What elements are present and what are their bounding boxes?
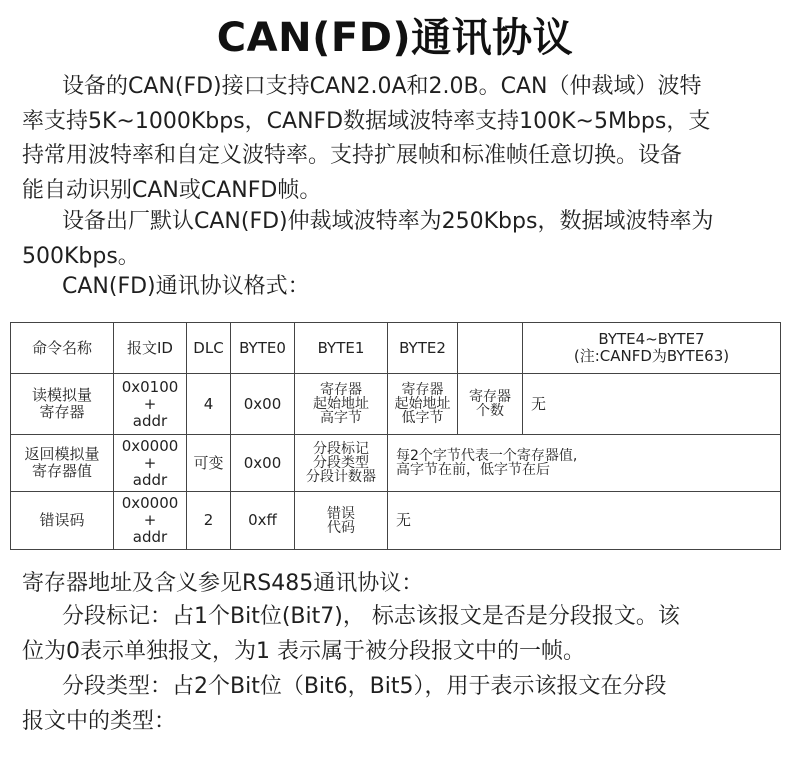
cell-text: 寄存器 [39,403,85,421]
header-cell-dlc: DLC [187,323,231,374]
cell-text: 每2个字节代表一个寄存器值, [396,448,578,464]
cell-text: 起始地址 [394,396,451,412]
cell-id [114,492,187,550]
cell-text: 代码 [327,519,355,536]
header-cell-id: 报文ID [114,323,187,374]
header-cell-byte2: BYTE2 [388,323,458,374]
cell-dlc: 可变 [187,435,231,492]
default-baud-line: 500Kbps。 [22,243,140,269]
intro-line: 率支持5K~1000Kbps，CANFD数据域波特率支持100K~5Mbps，支 [22,108,711,134]
segment-mark-line: 分段标记：占1个Bit位(Bit7)， 标志该报文是否是分段报文。该 [62,604,680,629]
cell-text: 0x0000+ [121,436,179,472]
table-row [11,492,781,550]
format-heading: CAN(FD)通讯协议格式： [62,274,310,299]
cell-text: 返回模拟量 [24,445,100,463]
cell-text: 错误 [327,505,355,522]
cell-text: 0x0100+ [121,377,179,413]
cell-byte2 [388,374,458,435]
cell-text: addr [132,470,168,489]
intro-line: 持常用波特率和自定义波特率。支持扩展帧和标准帧任意切换。设备 [22,143,683,168]
segment-type-paragraph [22,670,767,739]
header-cell-byte1: BYTE1 [295,323,388,374]
register-reference: 寄存器地址及含义参见RS485通讯协议： [22,571,424,596]
cell-byte0: 0x00 [231,374,295,435]
cell-byte3 [458,374,523,435]
cell-text: addr [132,411,168,430]
segment-mark-paragraph [22,600,767,669]
cell-text: 读模拟量 [31,386,92,404]
segment-mark-line: 位为0表示单独报文，为1 表示属于被分段报文中的一帧。 [22,638,585,664]
cell-name [11,435,114,492]
cell-byte1 [295,435,388,492]
header-byte4-label: BYTE4~BYTE7 [598,330,705,348]
cell-text: 分段标记 [313,441,369,457]
cell-name: 错误码 [11,492,114,550]
protocol-table [10,322,781,550]
cell-id [114,435,187,492]
cell-text: addr [132,528,168,546]
cell-byte0: 0x00 [231,435,295,492]
cell-name [11,374,114,435]
header-cell-byte4-7 [523,323,781,374]
intro-paragraph [22,70,767,208]
header-cell-byte3 [458,323,523,374]
segment-type-line: 分段类型：占2个Bit位（Bit6，Bit5），用于表示该报文在分段 [62,674,667,699]
cell-text: 寄存器 [469,389,511,405]
cell-dlc: 4 [187,374,231,435]
cell-text: 0x0000+ [121,494,179,529]
cell-data-bytes [388,435,781,492]
header-cell-name: 命令名称 [11,323,114,374]
intro-line: 能自动识别CAN或CANFD帧。 [22,177,322,203]
cell-data-bytes: 无 [388,492,781,550]
table-row [11,374,781,435]
cell-text: 寄存器 [401,382,444,398]
cell-text: 高字节在前，低字节在后 [396,462,550,478]
cell-text: 寄存器值 [31,462,92,480]
cell-text: 分段类型 [313,455,369,471]
cell-byte1 [295,374,388,435]
default-baud-line: 设备出厂默认CAN(FD)仲裁域波特率为250Kbps，数据域波特率为 [62,209,714,234]
intro-line: 设备的CAN(FD)接口支持CAN2.0A和2.0B。CAN（仲裁域）波特 [62,74,702,99]
header-byte4-note: (注:CANFD为BYTE63) [573,347,730,365]
cell-text: 低字节 [401,410,444,426]
cell-text: 起始地址 [313,396,369,412]
cell-byte1 [295,492,388,550]
page-title: CAN(FD)通讯协议 [216,15,574,61]
cell-text: 寄存器 [320,382,362,398]
cell-text: 个数 [476,403,504,419]
cell-byte0: 0xff [231,492,295,550]
table-header-row [11,323,781,374]
cell-byte4-7: 无 [523,374,781,435]
default-baud-paragraph [22,205,767,274]
cell-text: 分段计数器 [306,469,376,485]
table-row [11,435,781,492]
cell-dlc: 2 [187,492,231,550]
segment-type-line: 报文中的类型： [22,708,177,734]
cell-id [114,374,187,435]
header-cell-byte0: BYTE0 [231,323,295,374]
cell-text: 高字节 [320,410,362,426]
